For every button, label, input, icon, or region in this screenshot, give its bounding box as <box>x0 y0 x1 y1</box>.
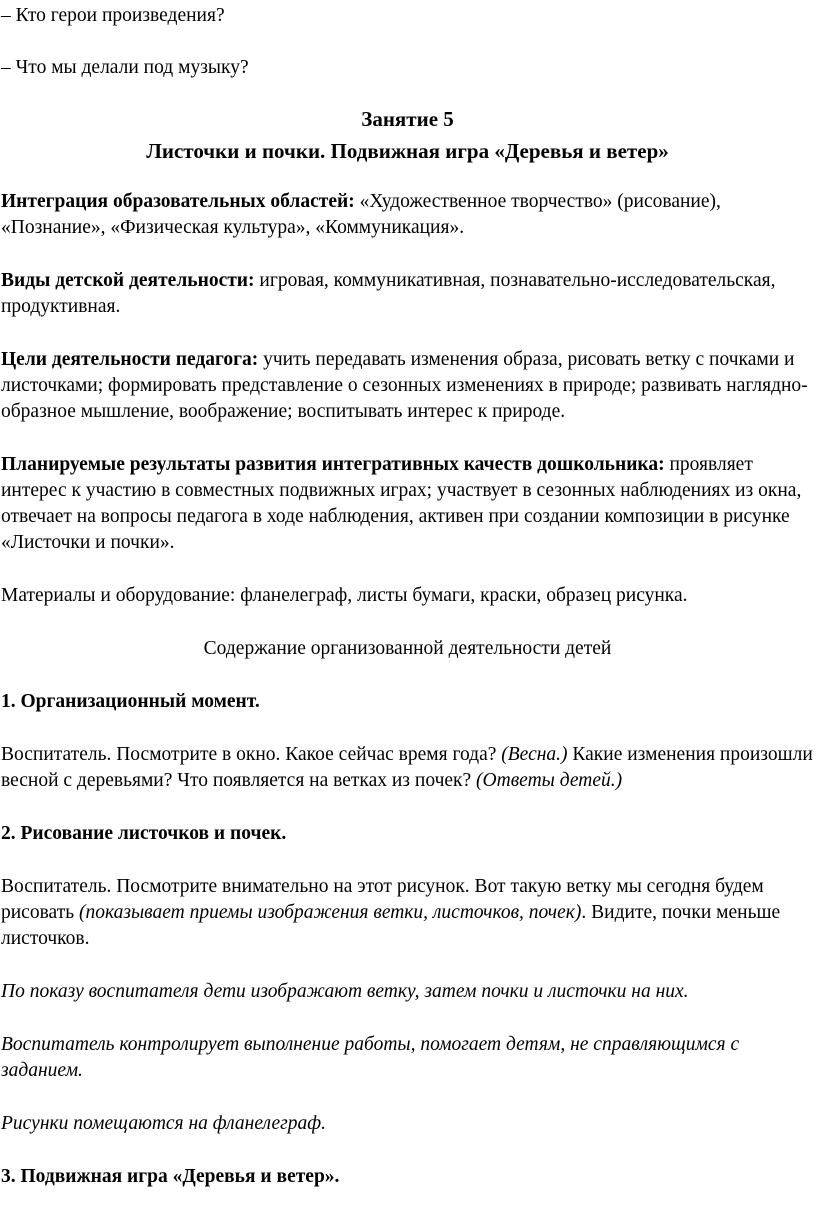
results-label: Планируемые результаты развития интегративных качеств дошкольника: <box>1 454 665 475</box>
section1-text-b: Какие изменения произошли весной с деревьями? Что появляется на ветках из почек? <box>1 744 813 791</box>
section2-italic-p3-text: Рисунки помещаются на фланелеграф. <box>1 1113 326 1134</box>
section2-italic-paragraph-3 <box>1 1111 814 1137</box>
section2-italic-p2-text: Воспитатель контролирует выполнение работы, помогает детям, не справляющимся с заданием. <box>1 1034 740 1081</box>
lesson-number: Занятие 5 <box>361 107 454 131</box>
goals-label: Цели деятельности педагога: <box>1 349 259 370</box>
section2-italic-a: (показывает приемы изображения ветки, листочков, почек) <box>78 902 582 923</box>
section2-paragraph <box>1 874 814 952</box>
section2-text-b: . Видите, почки меньше листочков. <box>1 902 781 949</box>
section1-heading-text: 1. Организационный момент. <box>1 691 260 712</box>
integration-label: Интеграция образовательных областей: <box>1 191 355 212</box>
section1-text-a: Воспитатель. Посмотрите в окно. Какое сейчас время года? <box>1 744 502 765</box>
lesson-title: Листочки и почки. Подвижная игра «Деревья и ветер» <box>146 139 669 163</box>
section2-heading-text: 2. Рисование листочков и почек. <box>1 823 287 844</box>
integration-text: «Художественное творчество» (рисование), «Познание», «Физическая культура», «Коммуникация». <box>1 191 721 238</box>
activities-text: игровая, коммуникативная, познавательно-исследовательская, продуктивная. <box>1 270 776 317</box>
results-paragraph <box>1 452 814 556</box>
section2-italic-paragraph-2 <box>1 1032 814 1084</box>
results-text: проявляет интерес к участию в совместных подвижных играх; участвует в сезонных наблюдениях из окна, отвечает на вопросы педагога в ходе наблюдения, активен при создании композиции в рисунке «Листочки и почки». <box>1 454 802 553</box>
question-music: – Что мы делали под музыку? <box>1 57 249 78</box>
section2-text-a: Воспитатель. Посмотрите внимательно на этот рисунок. Вот такую ветку мы сегодня будем рисовать <box>1 876 764 923</box>
goals-text: учить передавать изменения образа, рисовать ветку с почками и листочками; формировать представление о сезонных изменениях в природе; развивать наглядно-образное мышление, воображение; воспитывать интерес к природе. <box>1 349 808 422</box>
goals-paragraph <box>1 347 814 425</box>
section1-paragraph <box>1 742 814 794</box>
section1-heading <box>1 689 814 715</box>
document-page <box>0 3 816 1190</box>
content-heading: Содержание организованной деятельности детей <box>203 638 612 659</box>
section1-italic-a: (Весна.) <box>501 744 568 765</box>
integration-paragraph <box>1 189 814 241</box>
section2-italic-paragraph-1 <box>1 979 814 1005</box>
section1-italic-b: (Ответы детей.) <box>476 770 623 791</box>
section2-heading <box>1 821 814 847</box>
activities-label: Виды детской деятельности: <box>1 270 255 291</box>
lesson-title-block <box>1 103 814 167</box>
activities-paragraph <box>1 268 814 320</box>
section3-heading <box>1 1164 814 1190</box>
section3-heading-text: 3. Подвижная игра «Деревья и ветер». <box>1 1166 340 1187</box>
section2-italic-p1-text: По показу воспитателя дети изображают ветку, затем почки и листочки на них. <box>1 981 689 1002</box>
materials-paragraph: Материалы и оборудование: фланелеграф, листы бумаги, краски, образец рисунка. <box>1 585 688 606</box>
question-heroes: – Кто герои произведения? <box>1 5 225 26</box>
